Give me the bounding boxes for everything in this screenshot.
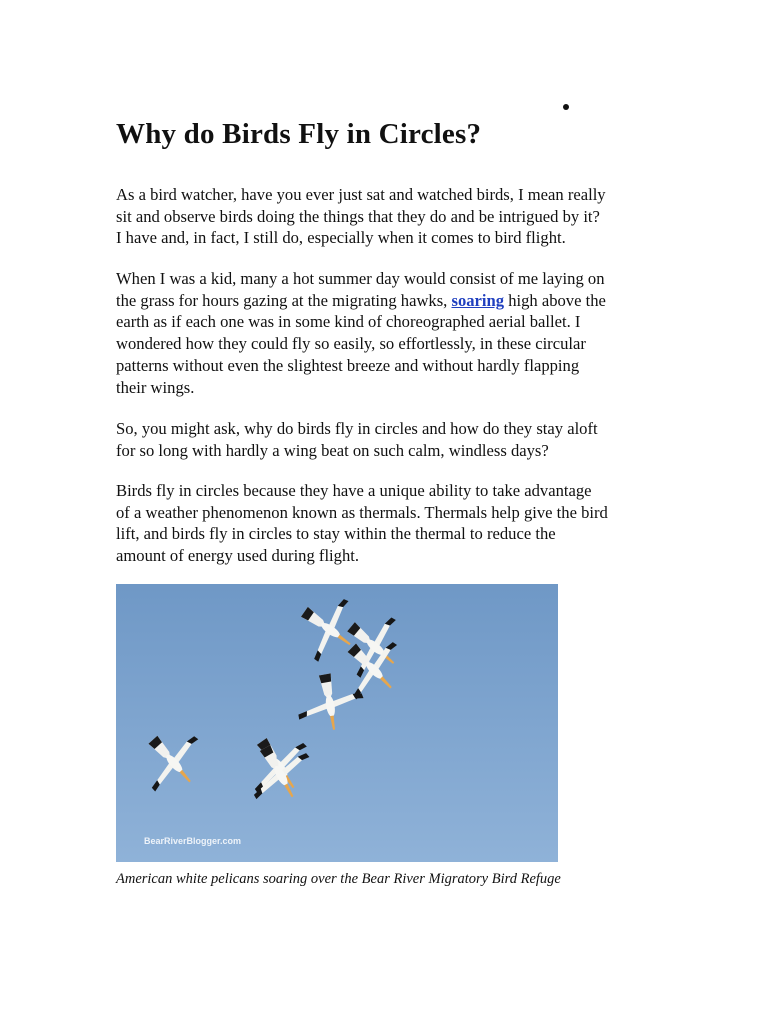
text-line: When I was a kid, many a hot summer day would consist of me laying on (116, 269, 605, 288)
list-bullet (563, 104, 569, 110)
text-line: As a bird watcher, have you ever just sat and watched birds, I mean really (116, 185, 606, 204)
photo-caption: American white pelicans soaring over the Bear River Migratory Bird Refuge (116, 871, 561, 887)
text-line: sit and observe birds doing the things that they do and be intrigued by it? (116, 206, 600, 226)
text-segment: high above the (504, 290, 606, 310)
soaring-link[interactable]: soaring (451, 290, 505, 310)
text-line: of a weather phenomenon known as thermals. Thermals help give the bird (116, 502, 608, 522)
text-line: for so long with hardly a wing beat on such calm, windless days? (116, 440, 549, 460)
text-segment: the grass for hours gazing at the migrating hawks, (116, 290, 452, 310)
text-line: wondered how they could fly so easily, so effortlessly, in these circular (116, 334, 586, 354)
text-line: amount of energy used during flight. (116, 546, 360, 566)
text-line: Birds fly in circles because they have a unique ability to take advantage (116, 481, 592, 500)
text-line (116, 290, 666, 312)
text-line: So, you might ask, why do birds fly in circles and how do they stay aloft (116, 419, 598, 438)
paragraph-childhood (116, 268, 666, 398)
text-line: lift, and birds fly in circles to stay within the thermal to reduce the (116, 524, 556, 544)
text-line: patterns without even the slightest breeze and without hardly flapping (116, 355, 580, 375)
paragraph-answer (116, 480, 666, 567)
text-line: earth as if each one was in some kind of choreographed aerial ballet. I (116, 312, 581, 332)
paragraph-intro (116, 184, 666, 249)
text-line: I have and, in fact, I still do, especially when it comes to bird flight. (116, 228, 566, 248)
pelicans-photo (116, 584, 558, 862)
paragraph-question (116, 418, 666, 461)
page-title: Why do Birds Fly in Circles? (116, 118, 482, 150)
text-line: their wings. (116, 377, 195, 397)
photo-watermark: BearRiverBlogger.com (144, 836, 242, 846)
